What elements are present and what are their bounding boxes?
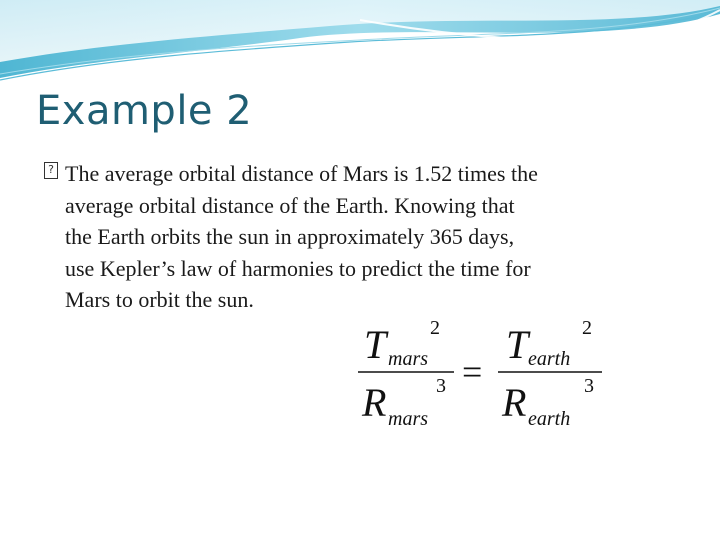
left-denominator-sub: mars bbox=[388, 408, 429, 430]
left-numerator-exp: 2 bbox=[430, 317, 440, 339]
left-denominator-exp: 3 bbox=[436, 375, 446, 397]
square-bullet-icon: ? bbox=[44, 162, 58, 179]
right-numerator-var: T bbox=[506, 322, 529, 367]
bullet-paragraph bbox=[44, 158, 684, 316]
right-denominator-var: R bbox=[502, 380, 527, 425]
equals-sign: = bbox=[462, 352, 483, 392]
left-numerator-var: T bbox=[364, 322, 387, 367]
right-numerator-exp: 2 bbox=[582, 317, 592, 339]
body-line: Mars to orbit the sun. bbox=[65, 287, 254, 312]
header-wave-decoration bbox=[0, 0, 720, 90]
body-line: average orbital distance of the Earth. Knowing that bbox=[65, 192, 515, 218]
left-numerator-sub: mars bbox=[388, 348, 429, 370]
left-denominator-var: R bbox=[362, 380, 387, 425]
body-text bbox=[44, 158, 684, 316]
right-denominator-sub: earth bbox=[528, 408, 571, 430]
body-line: use Kepler’s law of harmonies to predict the time for bbox=[65, 255, 531, 281]
slide-title: Example 2 bbox=[36, 88, 253, 134]
body-line: the Earth orbits the sun in approximately 365 days, bbox=[65, 224, 515, 249]
right-numerator-sub: earth bbox=[528, 348, 571, 370]
right-denominator-exp: 3 bbox=[584, 375, 594, 397]
body-line: The average orbital distance of Mars is 1.52 times the bbox=[65, 161, 538, 186]
kepler-equation bbox=[350, 308, 620, 438]
